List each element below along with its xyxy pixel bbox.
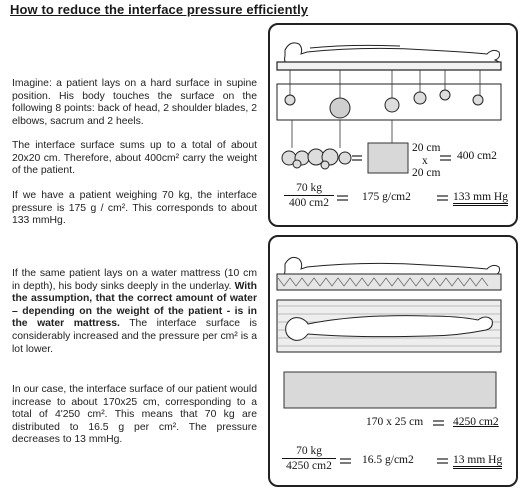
pressure-175-label: 175 g/cm2: [362, 191, 411, 203]
equals-sign-icon: [337, 196, 348, 200]
equals-sign-icon: [437, 196, 448, 200]
fraction-denominator: 400 cm2: [289, 197, 329, 209]
fraction-70-400: [284, 182, 334, 209]
area-square: [368, 143, 408, 173]
interface-increase-sentence: The interface surface is considerably increased and the pressure per cm² is a lot lower.: [12, 318, 257, 355]
paragraph-interface-surface: The interface surface sums up to a total of about 20x20 cm. Therefore, about 400cm² carry the weight of the patient.: [12, 140, 257, 177]
paragraph-supine: Imagine: a patient lays on a hard surface in supine position. His body touches the surface on the following 8 points: back of head, 2 shoulder blades, 2 elbows, sacrum and 2 heels.: [12, 78, 257, 127]
fraction-numerator: 70 kg: [282, 445, 336, 459]
fraction-70-4250: [282, 445, 336, 472]
dim-bottom-label: 20 cm: [412, 167, 441, 179]
dim-top-label: 20 cm: [412, 142, 441, 154]
area-4250-label: 4250 cm2: [453, 416, 499, 428]
mmhg-133-label: 133 mm Hg: [453, 191, 508, 206]
summed-contact-circles: [282, 149, 351, 169]
contact-point-circles: [285, 90, 483, 118]
fraction-denominator: 4250 cm2: [286, 460, 332, 472]
dim-x-label: x: [422, 155, 428, 167]
paragraph-pressure: If we have a patient weighing 70 kg, the interface pressure is 175 g / cm². This corresponds to about 133 mmHg.: [12, 190, 257, 227]
mmhg-13-label: 13 mm Hg: [453, 454, 502, 469]
page-title: How to reduce the interface pressure efficiently: [10, 2, 309, 17]
area-400-label: 400 cm2: [457, 150, 497, 162]
water-assumption-sentence: With the assumption, that the correct amount of water – depending on the weight of the patient - is in the water mattress.: [12, 280, 257, 330]
contact-leader-lines: [290, 70, 480, 148]
paragraph-our-case: In our case, the interface surface of our patient would increase to about 170x25 cm, corresponding to a total of 4'250 cm². This means that 70 kg are distributed to 16.5 g per cm². The pressure decreases to 13 mmHg.: [12, 384, 257, 446]
equals-sign-icon: [352, 156, 362, 160]
equals-sign-icon: [440, 156, 451, 160]
fraction-numerator: 70 kg: [284, 182, 334, 196]
pressure-16-5-label: 16.5 g/cm2: [362, 454, 414, 466]
dims-170x25-label: 170 x 25 cm: [366, 416, 424, 428]
water-mattress-sentence: If the same patient lays on a water mattress (10 cm in depth), his body sinks deeply in the underlay.: [12, 268, 257, 292]
hard-surface-board: [277, 62, 501, 70]
